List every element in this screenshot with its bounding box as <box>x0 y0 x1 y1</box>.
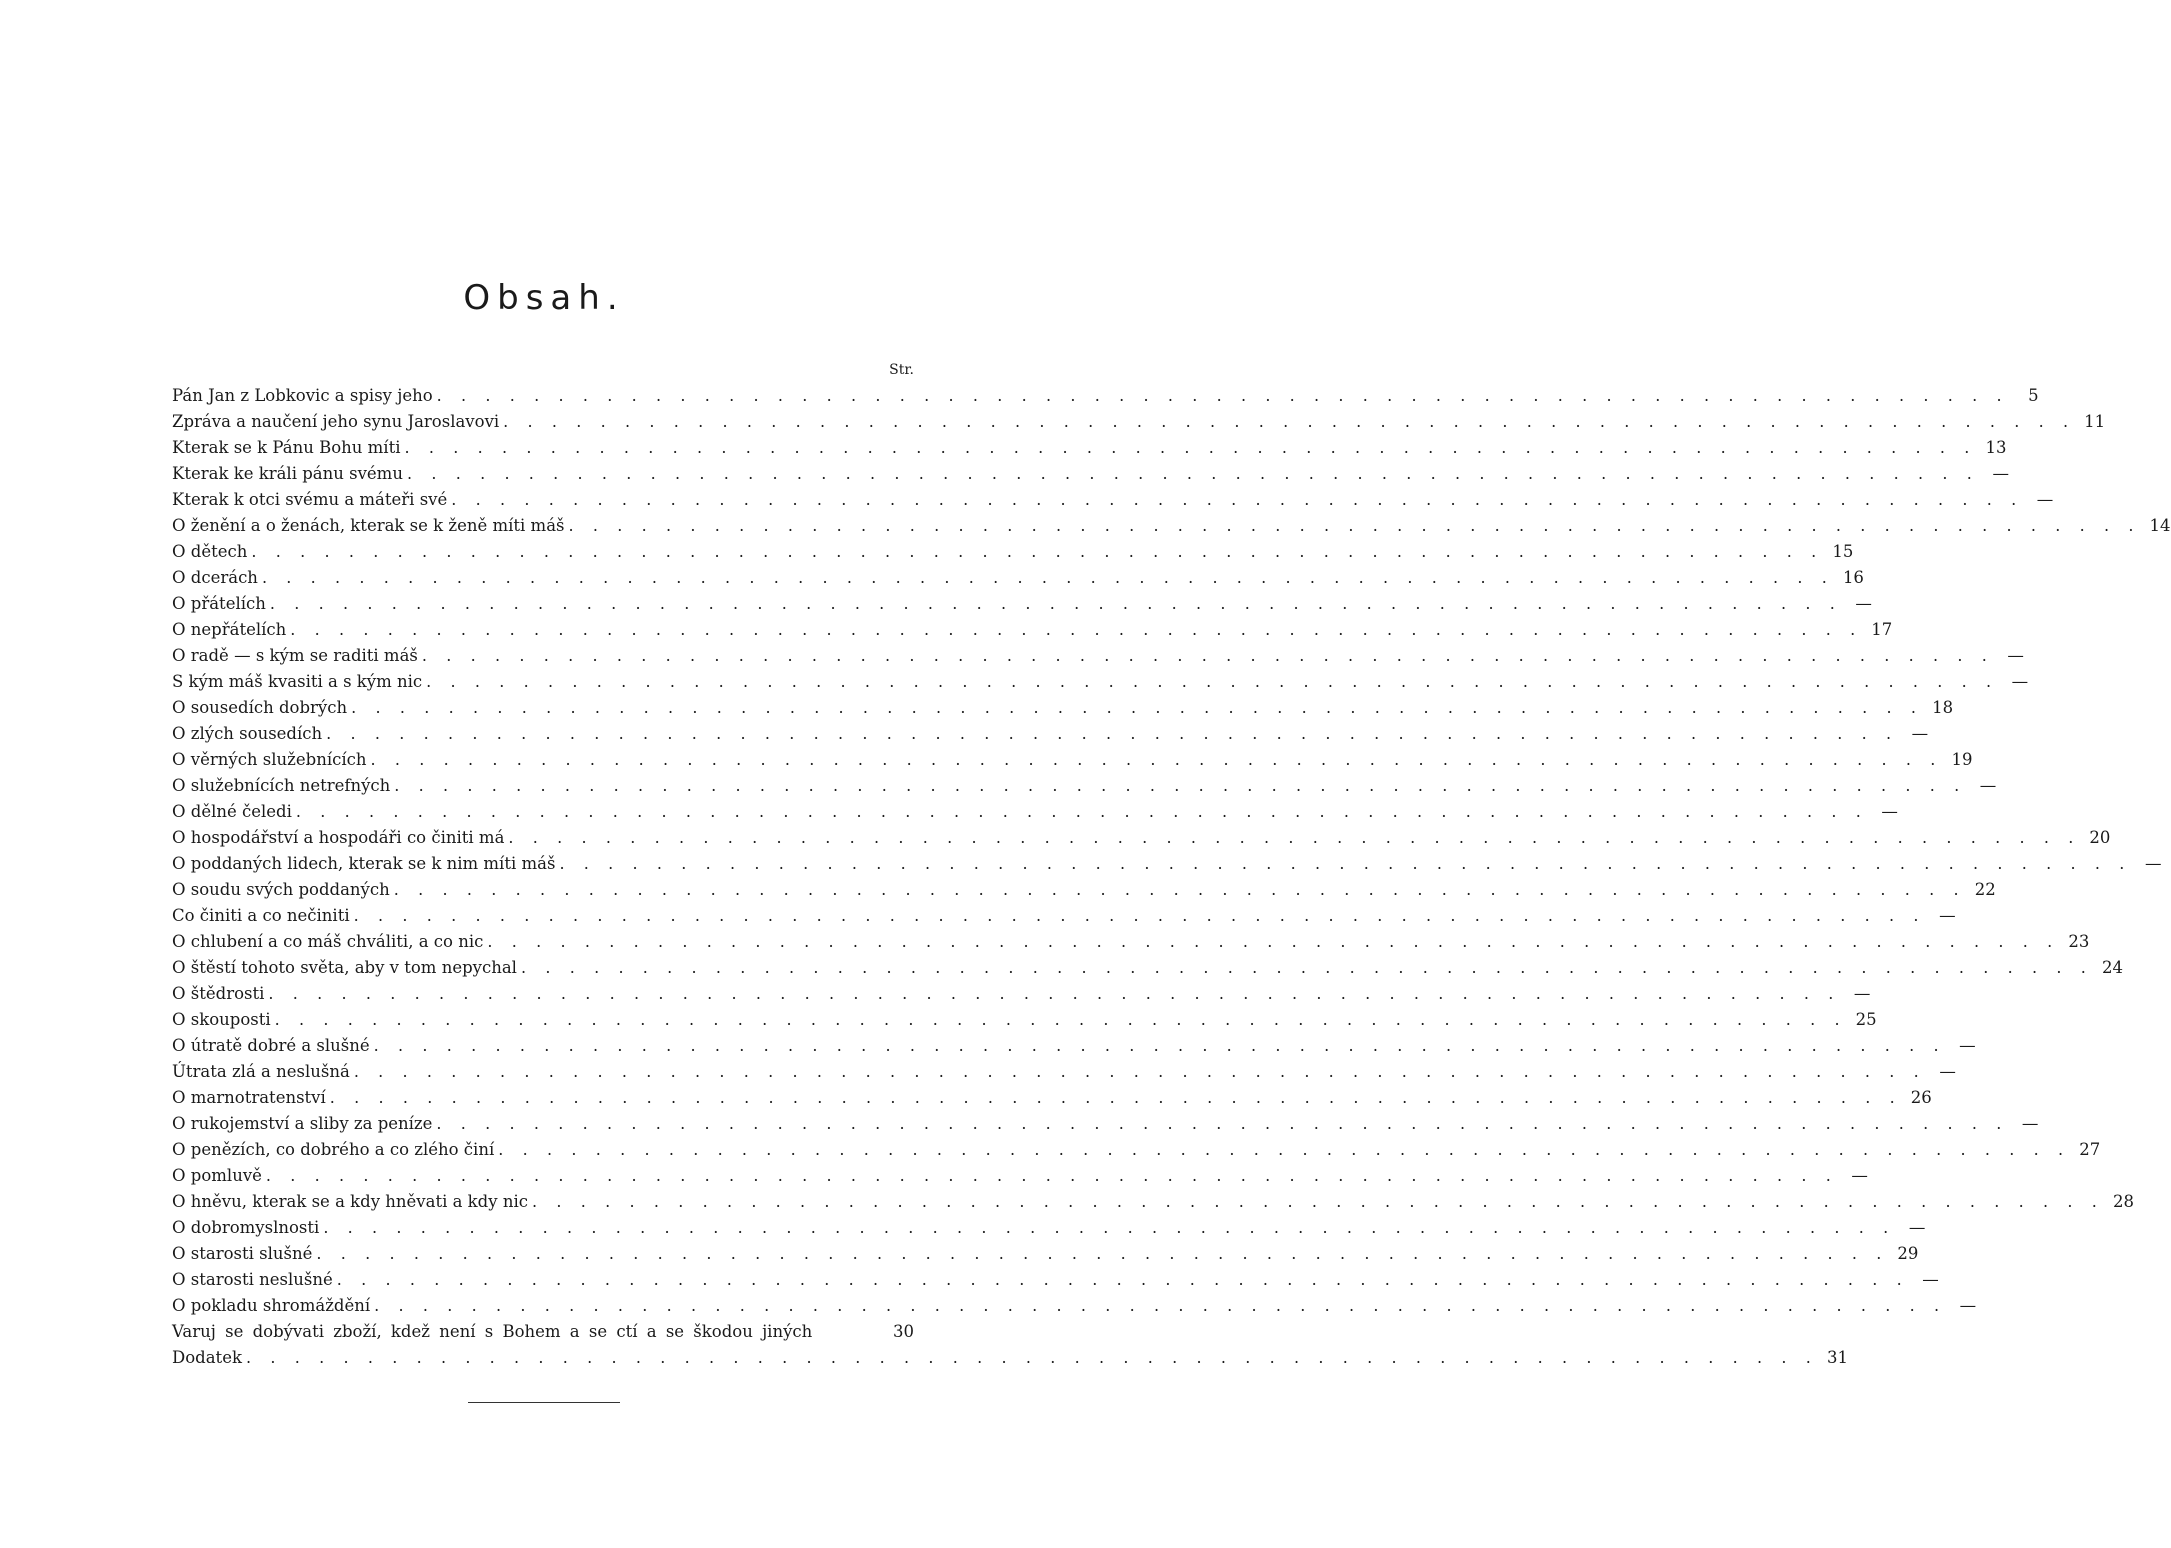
entry-title: S kým máš kvasiti a s kým nic <box>172 672 423 691</box>
entry-page-number: 26 <box>1910 1088 1932 1107</box>
entry-page-number: — <box>1992 464 2009 483</box>
toc-entry <box>172 565 1864 591</box>
entry-title: O nepřátelích <box>172 620 287 639</box>
toc-entry <box>172 747 1973 773</box>
entry-title: O starosti neslušné <box>172 1270 333 1289</box>
toc-entry <box>172 721 1929 747</box>
toc-entry <box>172 903 1956 929</box>
toc-entry <box>172 773 1997 799</box>
dot-leader: . . . . . . . . . . . . . . . . . . . . . . . . . . . . . . . . . . . . . . . . . . . . . . . . . . . . . . . . . . . . . . . . . <box>406 464 1979 483</box>
toc-entry <box>172 851 2162 877</box>
dot-leader: . . . . . . . . . . . . . . . . . . . . . . . . . . . . . . . . . . . . . . . . . . . . . . . . . . . . . . . . . . . . . . . . . <box>498 1140 2071 1159</box>
dot-leader: . . . . . . . . . . . . . . . . . . . . . . . . . . . . . . . . . . . . . . . . . . . . . . . . . . . . . . . . . . . . . . . . . <box>329 1088 1902 1107</box>
entry-title: O chlubení a co máš chváliti, a co nic <box>172 932 484 951</box>
entry-page-number: 11 <box>2084 412 2106 431</box>
entry-page-number: 14 <box>2149 516 2171 535</box>
entry-page-number: — <box>2144 854 2162 873</box>
entry-title: O dělné čeledi <box>172 802 292 821</box>
toc-entry <box>172 461 2009 487</box>
dot-leader: . . . . . . . . . . . . . . . . . . . . . . . . . . . . . . . . . . . . . . . . . . . . . . . . . . . . . . . . . . . . . . . . . <box>295 802 1868 821</box>
entry-title: O štědrosti <box>172 984 265 1003</box>
entry-page-number: 22 <box>1974 880 1996 899</box>
dot-leader: . . . . . . . . . . . . . . . . . . . . . . . . . . . . . . . . . . . . . . . . . . . . . . . . . . . . . . . . . . . . . . . . . <box>503 412 2076 431</box>
entry-page-number: — <box>1881 802 1898 821</box>
entry-title: O rukojemství a sliby za peníze <box>172 1114 433 1133</box>
dot-leader: . . . . . . . . . . . . . . . . . . . . . . . . . . . . . . . . . . . . . . . . . . . . . . . . . . . . . . . . . . . . . . . . . <box>373 1036 1946 1055</box>
toc-entry <box>172 1137 2101 1163</box>
entry-title: O zlých sousedích <box>172 724 323 743</box>
entry-page-number: — <box>1959 1036 1976 1055</box>
toc-entry <box>172 617 1893 643</box>
dot-leader: . . . . . . . . . . . . . . . . . . . . . . . . . . . . . . . . . . . . . . . . . . . . . . . . . . . . . . . . . . . . . . . . . <box>353 906 1926 925</box>
entry-page-number: — <box>2007 646 2024 665</box>
dot-leader: . . . . . . . . . . . . . . . . . . . . . . . . . . . . . . . . . . . . . . . . . . . . . . . . . . . . . . . . . . . . . . . . . <box>394 776 1967 795</box>
entry-page-number: 5 <box>2028 386 2039 405</box>
entry-page-number: 25 <box>1855 1010 1877 1029</box>
dot-leader: . . . . . . . . . . . . . . . . . . . . . . . . . . . . . . . . . . . . . . . . . . . . . . . . . . . . . . . . . . . . . . . . . <box>326 724 1899 743</box>
entry-page-number: — <box>1979 776 1997 795</box>
entry-page-number: 17 <box>1871 620 1893 639</box>
entry-title: O dobromyslnosti <box>172 1218 320 1237</box>
entry-page-number: — <box>2021 1114 2039 1133</box>
entry-title: O hospodářství a hospodáři co činiti má <box>172 828 505 847</box>
dot-leader: . . . . . . . . . . . . . . . . . . . . . . . . . . . . . . . . . . . . . . . . . . . . . . . . . . . . . . . . . . . . . . . . . <box>353 1062 1926 1081</box>
dot-leader: . . . . . . . . . . . . . . . . . . . . . . . . . . . . . . . . . . . . . . . . . . . . . . . . . . . . . . . . . . . . . . . . . <box>265 1166 1838 1185</box>
dot-leader: . . . . . . . . . . . . . . . . . . . . . . . . . . . . . . . . . . . . . . . . . . . . . . . . . . . . . . . . . . . . . . . . . <box>261 568 1834 587</box>
dot-leader: . . . . . . . . . . . . . . . . . . . . . . . . . . . . . . . . . . . . . . . . . . . . . . . . . . . . . . . . . . . . . . . . . <box>316 1244 1889 1263</box>
entry-title: O skouposti <box>172 1010 271 1029</box>
toc-entry <box>172 1345 1848 1371</box>
entry-page-number: 28 <box>2112 1192 2134 1211</box>
dot-leader: . . . . . . . . . . . . . . . . . . . . . . . . . . . . . . . . . . . . . . . . . . . . . . . . . . . . . . . . . . . . . . . . . <box>508 828 2081 847</box>
entry-page-number: 27 <box>2079 1140 2101 1159</box>
entry-page-number: 31 <box>1826 1348 1848 1367</box>
entry-page-number: 30 <box>893 1322 914 1341</box>
entry-title: O starosti slušné <box>172 1244 313 1263</box>
entry-title: O radě — s kým se raditi máš <box>172 646 418 665</box>
entry-page-number: 15 <box>1832 542 1854 561</box>
entry-title: O ženění a o ženách, kterak se k ženě míti máš <box>172 516 565 535</box>
entry-title: O sousedích dobrých <box>172 698 348 717</box>
entry-title: O štěstí tohoto světa, aby v tom nepychal <box>172 958 517 977</box>
entry-title: Útrata zlá a neslušná <box>172 1062 350 1081</box>
entry-title: O dětech <box>172 542 248 561</box>
toc-entry <box>172 981 1871 1007</box>
toc-entry <box>172 955 2123 981</box>
entry-title: O marnotratenství <box>172 1088 326 1107</box>
entry-title: Pán Jan z Lobkovic a spisy jeho <box>172 386 433 405</box>
dot-leader: . . . . . . . . . . . . . . . . . . . . . . . . . . . . . . . . . . . . . . . . . . . . . . . . . . . . . . . . . . . . . . . . . <box>520 958 2093 977</box>
toc-entry <box>172 1215 1926 1241</box>
dot-leader: . . . . . . . . . . . . . . . . . . . . . . . . . . . . . . . . . . . . . . . . . . . . . . . . . . . . . . . . . . . . . . . . . <box>323 1218 1896 1237</box>
dot-leader: . . . . . . . . . . . . . . . . . . . . . . . . . . . . . . . . . . . . . . . . . . . . . . . . . . . . . . . . . . . . . . . . . <box>336 1270 1909 1289</box>
entry-page-number: — <box>1853 984 1871 1003</box>
entry-title: O pokladu shromáždění <box>172 1296 371 1315</box>
toc-list <box>172 383 2171 1371</box>
entry-title: Zpráva a naučení jeho synu Jaroslavovi <box>172 412 500 431</box>
page-title: Obsah. <box>463 278 625 318</box>
dot-leader: . . . . . . . . . . . . . . . . . . . . . . . . . . . . . . . . . . . . . . . . . . . . . . . . . . . . . . . . . . . . . . . . . <box>393 880 1966 899</box>
toc-entry <box>172 1007 1877 1033</box>
entry-title: O služebnících netrefných <box>172 776 391 795</box>
dot-leader: . . . . . . . . . . . . . . . . . . . . . . . . . . . . . . . . . . . . . . . . . . . . . . . . . . . . . . . . . . . . . . . . . <box>351 698 1924 717</box>
toc-entry <box>172 383 2039 409</box>
entry-page-number: — <box>1959 1296 1977 1315</box>
toc-entry <box>172 409 2106 435</box>
page-column-header: Str. <box>889 362 914 378</box>
entry-page-number: 29 <box>1897 1244 1919 1263</box>
entry-page-number: 20 <box>2089 828 2111 847</box>
entry-page-number: 16 <box>1842 568 1864 587</box>
dot-leader: . . . . . . . . . . . . . . . . . . . . . . . . . . . . . . . . . . . . . . . . . . . . . . . . . . . . . . . . . . . . . . . . . <box>451 490 2024 509</box>
dot-leader: . . . . . . . . . . . . . . . . . . . . . . . . . . . . . . . . . . . . . . . . . . . . . . . . . . . . . . . . . . . . . . . . . <box>559 854 2132 873</box>
toc-entry <box>172 1111 2039 1137</box>
dot-leader: . . . . . . . . . . . . . . . . . . . . . . . . . . . . . . . . . . . . . . . . . . . . . . . . . . . . . . . . . . . . . . . . . <box>421 646 1994 665</box>
toc-entry <box>172 1085 1932 1111</box>
toc-entry <box>172 799 1898 825</box>
toc-entry <box>172 1189 2134 1215</box>
entry-title: O dcerách <box>172 568 258 587</box>
toc-entry <box>172 825 2111 851</box>
dot-leader: . . . . . . . . . . . . . . . . . . . . . . . . . . . . . . . . . . . . . . . . . . . . . . . . . . . . . . . . . . . . . . . . . <box>269 594 1842 613</box>
toc-entry <box>172 929 2090 955</box>
toc-entry <box>172 877 1996 903</box>
toc-entry <box>172 1319 914 1345</box>
entry-page-number: — <box>1922 1270 1939 1289</box>
entry-title: O pomluvě <box>172 1166 262 1185</box>
entry-page-number: — <box>1939 1062 1956 1081</box>
toc-entry <box>172 1033 1976 1059</box>
dot-leader: . . . . . . . . . . . . . . . . . . . . . . . . . . . . . . . . . . . . . . . . . . . . . . . . . . . . . . . . . . . . . . . . . <box>374 1296 1947 1315</box>
entry-page-number: — <box>2011 672 2029 691</box>
toc-entry <box>172 1267 1939 1293</box>
entry-page-number: 24 <box>2101 958 2123 977</box>
dot-leader: . . . . . . . . . . . . . . . . . . . . . . . . . . . . . . . . . . . . . . . . . . . . . . . . . . . . . . . . . . . . . . . . . <box>404 438 1977 457</box>
dot-leader: . . . . . . . . . . . . . . . . . . . . . . . . . . . . . . . . . . . . . . . . . . . . . . . . . . . . . . . . . . . . . . . . . <box>487 932 2060 951</box>
entry-title: O poddaných lidech, kterak se k nim míti máš <box>172 854 556 873</box>
dot-leader: . . . . . . . . . . . . . . . . . . . . . . . . . . . . . . . . . . . . . . . . . . . . . . . . . . . . . . . . . . . . . . . . . <box>568 516 2141 535</box>
entry-title: Dodatek <box>172 1348 242 1367</box>
entry-title: Kterak k otci svému a máteři své <box>172 490 448 509</box>
entry-page-number: — <box>1911 724 1929 743</box>
toc-entry <box>172 695 1954 721</box>
toc-entry <box>172 1059 1956 1085</box>
dot-leader: . . . . . . . . . . . . . . . . . . . . . . . . . . . . . . . . . . . . . . . . . . . . . . . . . . . . . . . . . . . . . . . . . <box>370 750 1943 769</box>
dot-leader: . . . . . . . . . . . . . . . . . . . . . . . . . . . . . . . . . . . . . . . . . . . . . . . . . . . . . . . . . . . . . . . . . <box>274 1010 1847 1029</box>
entry-page-number: — <box>1908 1218 1926 1237</box>
toc-entry <box>172 1293 1977 1319</box>
entry-title: O penězích, co dobrého a co zlého činí <box>172 1140 495 1159</box>
closing-rule <box>468 1402 620 1403</box>
dot-leader: . . . . . . . . . . . . . . . . . . . . . . . . . . . . . . . . . . . . . . . . . . . . . . . . . . . . . . . . . . . . . . . . . <box>290 620 1863 639</box>
toc-entry <box>172 539 1854 565</box>
dot-leader: . . . . . . . . . . . . . . . . . . . . . . . . . . . . . . . . . . . . . . . . . . . . . . . . . . . . . . . . . . . . . . . . . <box>426 672 1999 691</box>
toc-entry <box>172 1163 1868 1189</box>
entry-title: Co činiti a co nečiniti <box>172 906 350 925</box>
toc-entry <box>172 1241 1919 1267</box>
table-of-contents <box>172 357 2171 1371</box>
dot-leader: . . . . . . . . . . . . . . . . . . . . . . . . . . . . . . . . . . . . . . . . . . . . . . . . . . . . . . . . . . . . . . . . . <box>268 984 1841 1003</box>
entry-title: O věrných služebnících <box>172 750 367 769</box>
toc-entry <box>172 513 2171 539</box>
entry-title: O přátelích <box>172 594 266 613</box>
entry-page-number: — <box>1851 1166 1868 1185</box>
entry-page-number: 19 <box>1951 750 1973 769</box>
entry-page-number: — <box>1939 906 1956 925</box>
dot-leader: . . . . . . . . . . . . . . . . . . . . . . . . . . . . . . . . . . . . . . . . . . . . . . . . . . . . . . . . . . . . . . . . . <box>531 1192 2104 1211</box>
entry-title: Kterak ke králi pánu svému <box>172 464 403 483</box>
toc-entry <box>172 435 2007 461</box>
entry-page-number: — <box>1855 594 1872 613</box>
dot-leader: . . . . . . . . . . . . . . . . . . . . . . . . . . . . . . . . . . . . . . . . . . . . . . . . . . . . . . . . . . . . . . . . . <box>436 386 2009 405</box>
entry-page-number: 18 <box>1932 698 1954 717</box>
entry-title: O útratě dobré a slušné <box>172 1036 370 1055</box>
toc-entry <box>172 669 2029 695</box>
dot-leader: . . . . . . . . . . . . . . . . . . . . . . . . . . . . . . . . . . . . . . . . . . . . . . . . . . . . . . . . . . . . . . . . . <box>245 1348 1818 1367</box>
dot-leader: . . . . . . . . . . . . . . . . . . . . . . . . . . . . . . . . . . . . . . . . . . . . . . . . . . . . . . . . . . . . . . . . . <box>436 1114 2009 1133</box>
entry-title: Varuj se dobývati zboží, kdež není s Bohem a se ctí a se škodou jiných <box>172 1322 813 1341</box>
toc-entry <box>172 643 2024 669</box>
entry-title: O hněvu, kterak se a kdy hněvati a kdy nic <box>172 1192 528 1211</box>
entry-title: O soudu svých poddaných <box>172 880 390 899</box>
toc-entry <box>172 591 1872 617</box>
entry-page-number: — <box>2036 490 2054 509</box>
entry-page-number: 23 <box>2068 932 2090 951</box>
entry-page-number: 13 <box>1985 438 2007 457</box>
toc-entry <box>172 487 2054 513</box>
dot-leader: . . . . . . . . . . . . . . . . . . . . . . . . . . . . . . . . . . . . . . . . . . . . . . . . . . . . . . . . . . . . . . . . . <box>251 542 1824 561</box>
entry-title: Kterak se k Pánu Bohu míti <box>172 438 401 457</box>
